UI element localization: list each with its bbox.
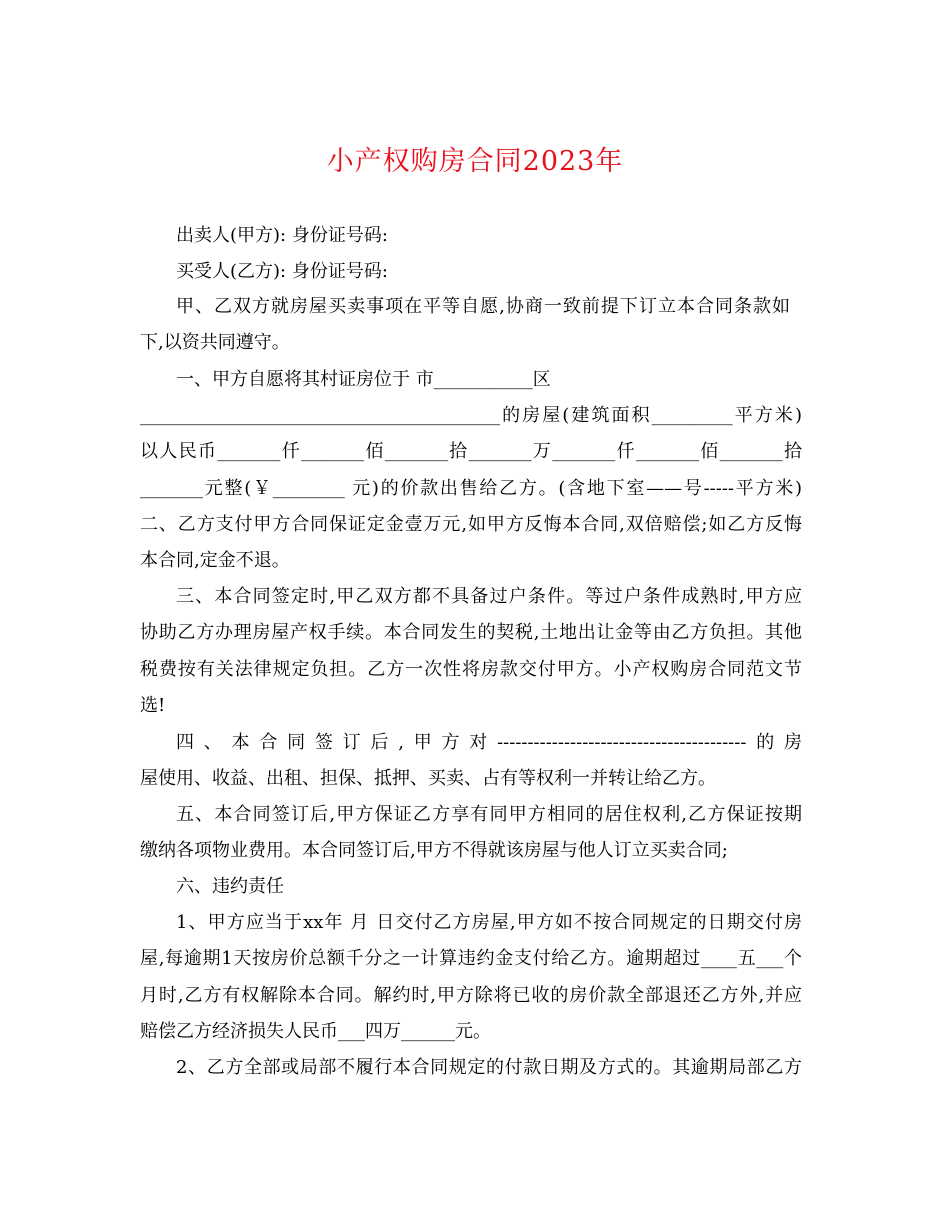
- buyer-line: 买受人(乙方): 身份证号码:: [176, 261, 388, 282]
- document-title: 小产权购房合同2023年: [326, 146, 624, 177]
- clause-3-line: 三、本合同签定时,甲乙双方都不具备过户条件。等过户条件成熟时,甲方应: [176, 586, 802, 607]
- clause-1-line: _______元整(￥________ 元)的价款出售给乙方。(含地下室——号-----平方米): [140, 478, 802, 499]
- clause-5-line: 缴纳各项物业费用。本合同签订后,甲方不得就该房屋与他人订立买卖合同;: [140, 840, 728, 861]
- clause-3-line: 协助乙方办理房屋产权手续。本合同发生的契税,土地出让金等由乙方负担。其他: [140, 622, 802, 643]
- clause-6-1-line: 赔偿乙方经济损失人民币___四万______元。: [140, 1021, 491, 1042]
- clause-3-line: 税费按有关法律规定负担。乙方一次性将房款交付甲方。小产权购房合同范文节: [140, 659, 802, 680]
- paragraph-line: 甲、乙双方就房屋买卖事项在平等自愿,协商一致前提下订立本合同条款如: [176, 296, 790, 317]
- clause-2-line: 二、乙方支付甲方合同保证定金壹万元,如甲方反悔本合同,双倍赔偿;如乙方反悔: [140, 514, 802, 535]
- clause-2-line: 本合同,定金不退。: [140, 550, 290, 571]
- paragraph-line: 下,以资共同遵守。: [140, 332, 290, 353]
- clause-4-line: 屋使用、收益、出租、担保、抵押、买卖、占有等权利一并转让给乙方。: [140, 768, 716, 789]
- seller-line: 出卖人(甲方): 身份证号码:: [176, 225, 388, 246]
- clause-5-line: 五、本合同签订后,甲方保证乙方享有同甲方相同的居住权利,乙方保证按期: [176, 804, 802, 825]
- clause-6-heading: 六、违约责任: [176, 876, 284, 897]
- clause-6-1-line: 月时,乙方有权解除本合同。解约时,甲方除将已收的房价款全部退还乙方外,并应: [140, 985, 802, 1006]
- clause-1-line: ________________________________________的房屋(建筑面积_________平方米): [140, 405, 802, 426]
- clause-1-line: 一、甲方自愿将其村证房位于 市___________区: [176, 369, 551, 390]
- clause-3-line: 选!: [140, 695, 166, 716]
- clause-6-1-line: 1、甲方应当于xx年 月 日交付乙方房屋,甲方如不按合同规定的日期交付房: [176, 912, 802, 933]
- clause-1-line: 以人民币_______仟_______佰_______拾_______万_______仟_______佰_______拾: [140, 441, 802, 462]
- clause-6-2-line: 2、乙方全部或局部不履行本合同规定的付款日期及方式的。其逾期局部乙方: [176, 1057, 802, 1078]
- clause-4-line: 四、本合同签订后,甲方对-----------------------------------------的房: [176, 732, 802, 753]
- clause-6-1-line: 屋,每逾期1天按房价总额千分之一计算违约金支付给乙方。逾期超过____五___个: [140, 948, 802, 969]
